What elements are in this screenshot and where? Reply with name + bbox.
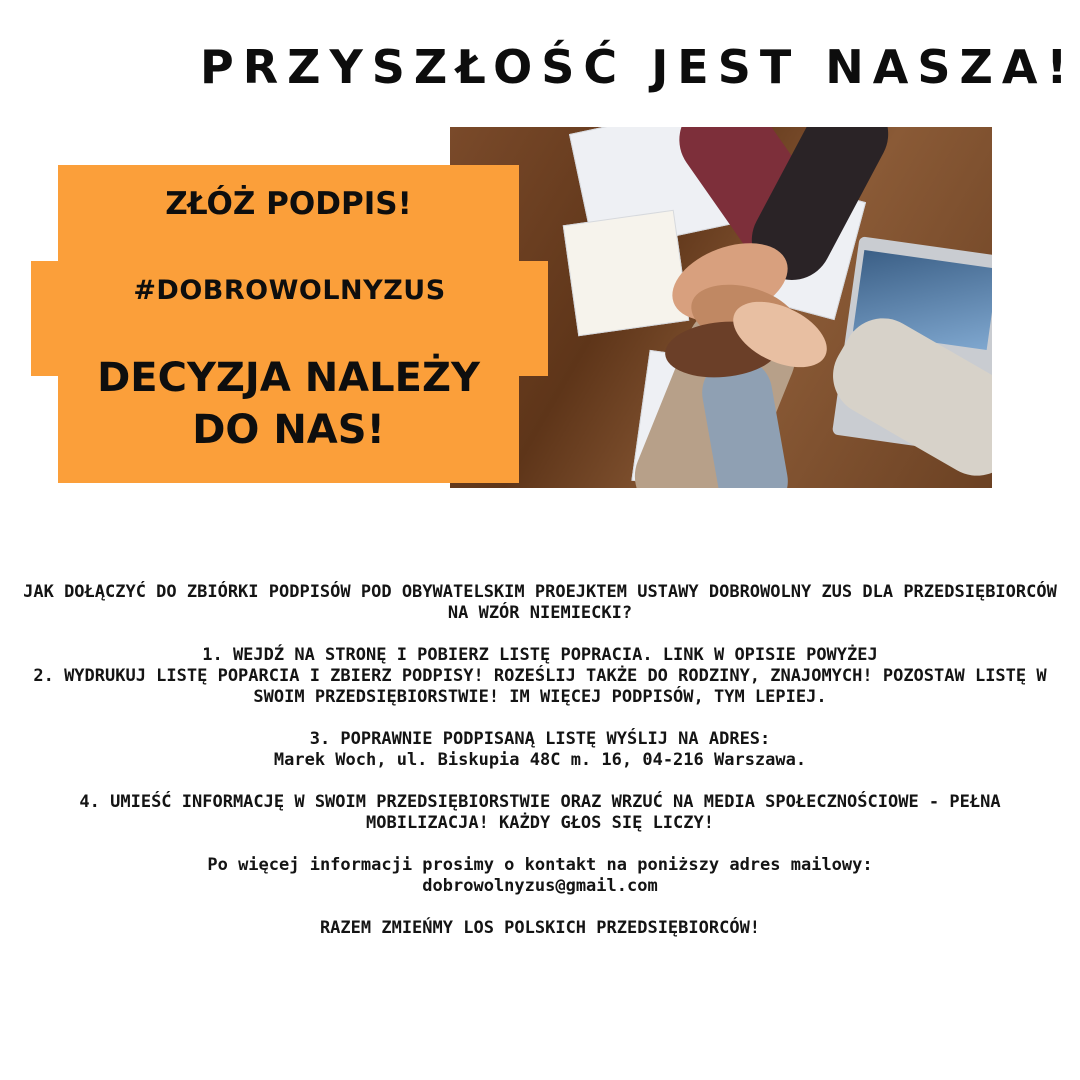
contact-block <box>20 855 1060 897</box>
contact-info: Po więcej informacji prosimy o kontakt na poniższy adres mailowy: <box>207 855 873 875</box>
contact-email[interactable]: dobrowolnyzus@gmail.com <box>422 876 658 896</box>
headline: PRZYSZŁOŚĆ JEST NASZA! <box>200 40 1077 94</box>
step-4: 4. UMIEŚĆ INFORMACJĘ W SWOIM PRZEDSIĘBIORSTWIE ORAZ WRZUĆ NA MEDIA SPOŁECZNOŚCIOWE - PEŁNA MOBILIZACJA! KAŻDY GŁOS SIĘ LICZY! <box>79 792 1001 833</box>
step-3-block <box>20 729 1060 771</box>
sign-call: ZŁÓŻ PODPIS! <box>165 186 412 222</box>
intro-question: JAK DOŁĄCZYĆ DO ZBIÓRKI PODPISÓW POD OBYWATELSKIM PROEJKTEM USTAWY DOBROWOLNY ZUS DLA PRZEDSIĘBIORCÓW NA WZÓR NIEMIECKI? <box>23 582 1057 623</box>
closing-slogan: RAZEM ZMIEŃMY LOS POLSKICH PRZEDSIĘBIORCÓW! <box>319 918 761 938</box>
steps-1-2 <box>20 645 1060 708</box>
step-3: 3. POPRAWNIE PODPISANĄ LISTĘ WYŚLIJ NA ADRES: <box>309 729 771 749</box>
hashtag: #DOBROWOLNYZUS <box>133 275 446 306</box>
decision-slogan <box>58 352 519 456</box>
step-1: 1. WEJDŹ NA STRONĘ I POBIERZ LISTĘ POPRACIA. LINK W OPISIE POWYŻEJ <box>202 645 878 665</box>
mailing-address: Marek Woch, ul. Biskupia 48C m. 16, 04-216 Warszawa. <box>273 750 807 770</box>
decision-line-2: DO NAS! <box>192 407 385 453</box>
decision-line-1: DECYZJA NALEŻY <box>97 355 480 401</box>
step-2: 2. WYDRUKUJ LISTĘ POPARCIA I ZBIERZ PODPISY! ROZEŚLIJ TAKŻE DO RODZINY, ZNAJOMYCH! POZOSTAW LISTĘ W SWOIM PRZEDSIĘBIORSTWIE! IM WIĘCEJ PODPISÓW, TYM LEPIEJ. <box>33 666 1047 707</box>
instructions <box>20 582 1060 960</box>
notebook <box>563 210 689 336</box>
